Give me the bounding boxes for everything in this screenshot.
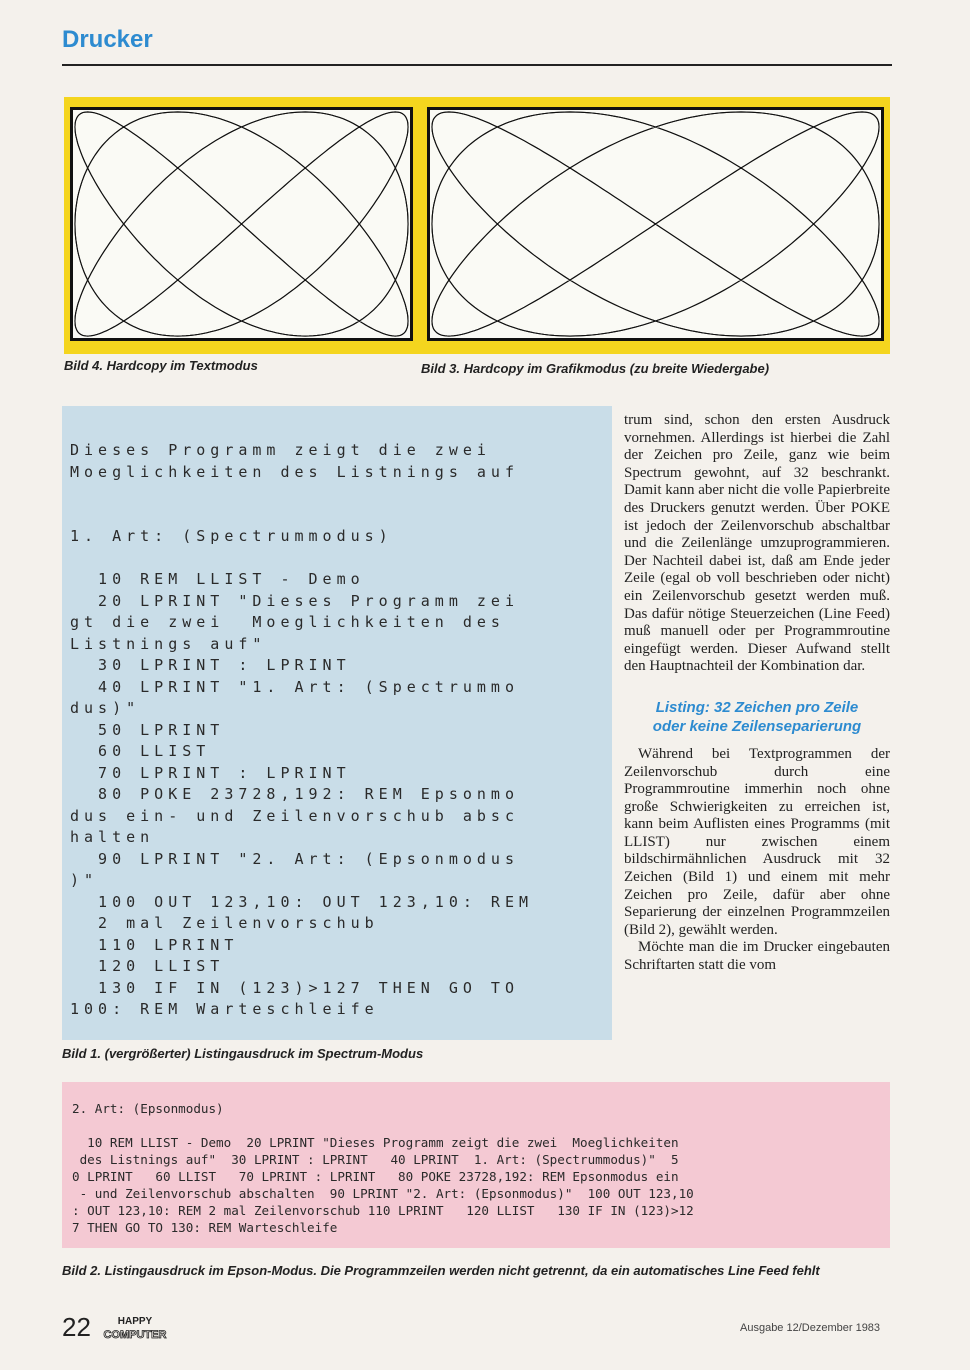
subheading: [624, 698, 890, 736]
listing-line: gt die zwei Moeglichkeiten des: [70, 613, 505, 631]
listing-line: 10 REM LLIST - Demo: [70, 570, 365, 588]
listing-line: 20 LPRINT "Dieses Programm zei: [70, 591, 519, 610]
listing-line: dus ein- und Zeilenvorschub absc: [70, 806, 519, 825]
listing-line: 60 LLIST: [70, 742, 211, 760]
hardcopy-graphicmode-image: [427, 107, 884, 341]
happy-computer-logo: [94, 1313, 176, 1341]
hardcopy-figure-box: [64, 97, 890, 354]
svg-text:COMPUTER: COMPUTER: [103, 1329, 167, 1341]
bild3-caption: Bild 3. Hardcopy im Grafikmodus (zu breite Wiedergabe): [421, 361, 770, 376]
hardcopy-curve: [432, 112, 879, 336]
listing-line: halten: [70, 828, 155, 846]
section-title: Drucker: [62, 26, 153, 53]
listing-line: dus)": [70, 699, 141, 717]
article-column: [624, 412, 890, 975]
listing-line: 90 LPRINT "2. Art: (Epsonmodus: [70, 849, 519, 868]
listing-line: [72, 1117, 880, 1134]
listing-line: 110 LPRINT: [70, 935, 239, 954]
article-paragraph: trum sind, schon den ersten Ausdruck vornehmen. Allerdings ist hierbei die Zahl der Zeichen pro Zeile, ganz wie beim Spectrum gewohnt, auf 32 beschrankt. Damit kann aber nicht die volle Papierbreite des Druckers genutzt werden. Über POKE ist jedoch der Zeilenvorschub abschaltbar und die Zeilenlänge umzuprogrammieren. Der Nachteil dabei ist, daß am Ende jeder Zeile (egal ob voll beschrieben oder nicht) ein Zeilenvorschub gesetzt werden muß. Das dafür nötige Steuerzeichen (Line Feed) muß manuell oder per Programmroutine eingefügt werden. Dieser Aufwand stellt den Hauptnachteil der Kombination dar.: [624, 412, 890, 675]
bild1-caption: Bild 1. (vergrößerter) Listingausdruck im Spectrum-Modus: [62, 1046, 424, 1061]
listing-line: 30 LPRINT : LPRINT: [70, 656, 351, 674]
listing-line: 2. Art: (Epsonmodus): [72, 1101, 224, 1116]
bild4-caption: Bild 4. Hardcopy im Textmodus: [64, 358, 258, 373]
article-paragraph: Während bei Textprogrammen der Zeilenvorschub durch eine Programmroutine immerhin noch ohne große Schwierigkeiten zu erreichen ist, kann beim Auflisten eines Programms (mit LLIST) nur zwischen einem bildschirmähnlichen Ausdruck mit 32 Zeichen (Bild 1) und einem mit mehr Zeichen pro Zeile, dafür aber ohne Separierung der einzelnen Programmzeilen (Bild 2), gewählt werden.: [624, 745, 890, 938]
listing-line: 100 OUT 123,10: OUT 123,10: REM: [70, 892, 534, 911]
listing-line: 2 mal Zeilenvorschub: [70, 914, 379, 932]
listing-line: 10 REM LLIST - Demo 20 LPRINT "Dieses Programm zeigt die zwei Moeglichkeiten: [72, 1135, 679, 1150]
header-rule: [62, 64, 892, 66]
hardcopy-curve: [75, 112, 408, 336]
listing-line: Moeglichkeiten des Listnings auf: [70, 462, 519, 481]
svg-text:HAPPY: HAPPY: [117, 1316, 153, 1327]
hardcopy-textmode-image: [70, 107, 413, 341]
listing-line: 7 THEN GO TO 130: REM Warteschleife: [72, 1220, 338, 1235]
listing-line: des Listnings auf" 30 LPRINT : LPRINT 40 LPRINT 1. Art: (Spectrummodus)" 5: [72, 1152, 679, 1167]
listing-line: 80 POKE 23728,192: REM Epsonmo: [70, 785, 519, 803]
bild2-caption: Bild 2. Listingausdruck im Epson-Modus. Die Programmzeilen werden nicht getrennt, da ein automatisches Line Feed fehlt: [62, 1263, 820, 1278]
listing-epson-mode: [62, 1082, 890, 1248]
listing-spectrum-mode: [62, 406, 612, 1040]
listing-line: [70, 483, 606, 505]
listing-line: 130 IF IN (123)>127 THEN GO TO: [70, 978, 519, 997]
listing-line: 120 LLIST: [70, 957, 225, 975]
listing-line: )": [70, 871, 99, 889]
article-paragraph: Möchte man die im Drucker eingebauten Schriftarten statt die vom: [624, 939, 890, 974]
subheading-line: Listing: 32 Zeichen pro Zeile: [655, 698, 859, 716]
listing-line: 40 LPRINT "1. Art: (Spectrummo: [70, 677, 519, 696]
listing-line: [70, 505, 606, 527]
listing-line: 1. Art: (Spectrummodus): [70, 527, 393, 545]
listing-line: - und Zeilenvorschub abschalten 90 LPRINT "2. Art: (Epsonmodus)" 100 OUT 123,10: [72, 1186, 694, 1201]
listing-line: 70 LPRINT : LPRINT: [70, 763, 351, 782]
issue-date: Ausgabe 12/Dezember 1983: [740, 1322, 881, 1334]
listing-line: 50 LPRINT: [70, 720, 225, 739]
listing-line: Dieses Programm zeigt die zwei: [70, 441, 491, 459]
listing-line: 0 LPRINT 60 LLIST 70 LPRINT : LPRINT 80 POKE 23728,192: REM Epsonmodus ein: [72, 1169, 679, 1184]
listing-line: 100: REM Warteschleife: [70, 1000, 379, 1018]
page-number: 22: [62, 1312, 91, 1342]
listing-line: : OUT 123,10: REM 2 mal Zeilenvorschub 110 LPRINT 120 LLIST 130 IF IN (123)>12: [72, 1203, 694, 1218]
subheading-line: oder keine Zeilenseparierung: [652, 717, 862, 735]
listing-line: Listnings auf": [70, 634, 267, 653]
listing-line: [70, 548, 606, 570]
